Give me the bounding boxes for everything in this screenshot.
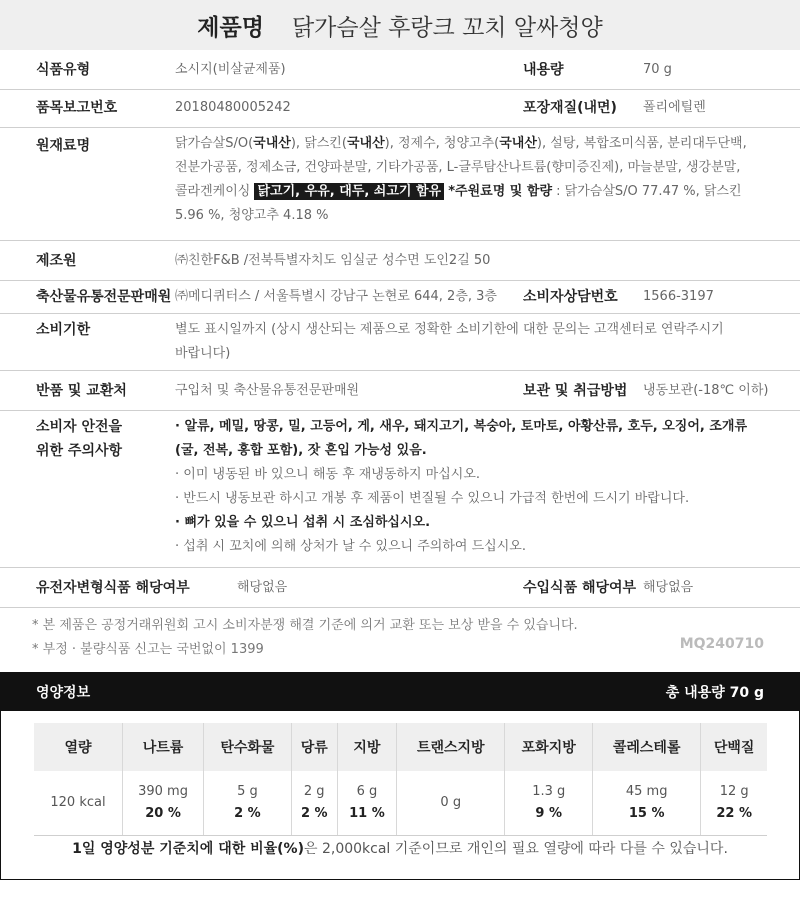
seller-key: 축산물유통전문판매원 bbox=[36, 289, 172, 305]
nutrient-percent: 15 % bbox=[628, 806, 665, 821]
nutrient-header: 트랜스지방 bbox=[397, 723, 505, 771]
nutrient-header: 단백질 bbox=[701, 723, 767, 771]
note-report: * 부정 · 불량식품 신고는 국번없이 1399 bbox=[32, 642, 264, 657]
nutrient-amount: 6 g bbox=[356, 784, 378, 799]
ing-text: ), 설탕, 복합조미식품, 분리대두단백, 전분가공품, 정제소금, 건양파분말, 기타가공품, L-글루탐산나트륨(향미증진제), 마늘분말, 생강분말, 콜라겐케이싱 bbox=[175, 136, 747, 199]
storage-value: 냉동보관(-18℃ 이하) bbox=[643, 383, 769, 398]
row-return bbox=[0, 371, 800, 411]
nutrient-cell bbox=[701, 771, 767, 836]
gmo-key: 유전자변형식품 해당여부 bbox=[36, 580, 190, 596]
allergen-highlight: 닭고기, 우유, 대두, 쇠고기 함유 bbox=[254, 183, 444, 200]
row-report bbox=[0, 90, 800, 128]
caution-item: · 뼈가 있을 수 있으니 섭취 시 조심하십시오. bbox=[175, 515, 431, 530]
row-seller bbox=[0, 281, 800, 314]
ing-text: 닭가슴살S/O( bbox=[175, 136, 254, 151]
nutrient-cell bbox=[397, 771, 505, 836]
footer-text: 은 2,000kcal 기준이므로 개인의 필요 열량에 따라 다를 수 있습니다. bbox=[303, 841, 728, 857]
nutrition-value-row bbox=[34, 771, 767, 836]
cs-key: 소비자상담번호 bbox=[523, 289, 618, 305]
nutrient-amount: 1.3 g bbox=[532, 784, 566, 799]
nutrient-percent: 2 % bbox=[300, 806, 328, 821]
nutrient-percent: 2 % bbox=[234, 806, 261, 821]
report-value: 20180480005242 bbox=[175, 100, 291, 115]
footer-bold: 1일 영양성분 기준치에 대한 비율(%) bbox=[72, 841, 304, 857]
caution-key bbox=[36, 415, 122, 463]
maker-value: ㈜친한F&B /전북특별자치도 임실군 성수면 도인2길 50 bbox=[175, 253, 491, 268]
row-expiry bbox=[0, 314, 800, 371]
nutrient-cell bbox=[204, 771, 292, 836]
food-type-key: 식품유형 bbox=[36, 62, 91, 78]
caution-list bbox=[175, 415, 755, 559]
ing-origin: 국내산 bbox=[346, 136, 385, 151]
volume-key: 내용량 bbox=[523, 62, 564, 78]
volume-value: 70 g bbox=[643, 62, 672, 77]
food-type-value: 소시지(비살균제품) bbox=[175, 62, 286, 77]
report-key: 품목보고번호 bbox=[36, 100, 118, 116]
nutrient-cell bbox=[123, 771, 204, 836]
return-value: 구입처 및 축산물유통전문판매원 bbox=[175, 383, 360, 398]
product-code: MQ240710 bbox=[679, 636, 764, 652]
caution-key-line: 위한 주의사항 bbox=[36, 443, 123, 459]
row-ingredients bbox=[0, 128, 800, 241]
import-value: 해당없음 bbox=[643, 580, 694, 595]
nutrient-cell bbox=[593, 771, 701, 836]
note-exchange: * 본 제품은 공정거래위원회 고시 소비자분쟁 해결 기준에 의거 교환 또는 보상 받을 수 있습니다. bbox=[32, 618, 578, 633]
pack-value: 폴리에틸렌 bbox=[643, 100, 706, 115]
ing-text: ), 닭스킨( bbox=[290, 136, 347, 151]
nutrition-footer bbox=[0, 838, 800, 858]
ingredients-value bbox=[175, 132, 750, 228]
product-name-value: 닭가슴살 후랑크 꼬치 알싸청양 bbox=[291, 14, 603, 41]
product-title-bar bbox=[0, 0, 800, 50]
nutrient-header: 열량 bbox=[34, 723, 123, 771]
ing-origin: 국내산 bbox=[253, 136, 291, 151]
nutrition-table bbox=[34, 723, 767, 836]
nutrient-header: 지방 bbox=[337, 723, 396, 771]
caution-item: · 알류, 메밀, 땅콩, 밀, 고등어, 게, 새우, 돼지고기, 복숭아, 토마토, 아황산류, 호두, 오징어, 조개류(굴, 전복, 홍합 포함), 잣 혼입 가능성 있음. bbox=[175, 419, 748, 458]
cs-value: 1566-3197 bbox=[643, 289, 714, 304]
caution-item: · 이미 냉동된 바 있으니 해동 후 재냉동하지 마십시오. bbox=[175, 467, 481, 482]
nutrient-cell bbox=[291, 771, 337, 836]
caution-item: · 반드시 냉동보관 하시고 개봉 후 제품이 변질될 수 있으니 가급적 한번에 드시기 바랍니다. bbox=[175, 491, 690, 506]
return-key: 반품 및 교환처 bbox=[36, 383, 127, 399]
nutrient-percent: 22 % bbox=[716, 806, 752, 821]
expiry-value: 별도 표시일까지 (상시 생산되는 제품으로 정확한 소비기한에 대한 문의는 고객센터로 연락주시기 바랍니다) bbox=[175, 322, 724, 361]
nutrient-cell bbox=[505, 771, 593, 836]
nutrition-header bbox=[0, 672, 800, 710]
nutrient-cell bbox=[337, 771, 396, 836]
nutrient-header: 탄수화물 bbox=[204, 723, 292, 771]
main-ingredient-value: : 닭가슴살S/O 77.47 %, 닭스킨 5.96 %, 청양고추 4.18 % bbox=[175, 184, 742, 223]
row-maker bbox=[0, 241, 800, 281]
nutrition-title: 영양정보 bbox=[36, 685, 91, 701]
nutrient-amount: 0 g bbox=[440, 795, 462, 810]
row-food-type bbox=[0, 50, 800, 90]
caution-item: · 섭취 시 꼬치에 의해 상처가 날 수 있으니 주의하여 드십시오. bbox=[175, 539, 526, 554]
nutrition-header-row bbox=[34, 723, 767, 771]
nutrient-header: 포화지방 bbox=[505, 723, 593, 771]
nutrient-percent: 9 % bbox=[535, 806, 563, 821]
nutrient-header: 당류 bbox=[291, 723, 337, 771]
nutrient-amount: 5 g bbox=[237, 784, 258, 799]
import-key: 수입식품 해당여부 bbox=[523, 580, 637, 596]
nutrient-amount: 120 kcal bbox=[50, 795, 106, 810]
nutrient-amount: 2 g bbox=[303, 784, 325, 799]
nutrient-percent: 20 % bbox=[145, 806, 181, 821]
product-name-label: 제품명 bbox=[197, 14, 264, 41]
seller-value: ㈜메디퀴터스 / 서울특별시 강남구 논현로 644, 2층, 3층 bbox=[175, 289, 497, 304]
nutrient-header: 콜레스테롤 bbox=[593, 723, 701, 771]
maker-key: 제조원 bbox=[36, 253, 77, 269]
gmo-value: 해당없음 bbox=[237, 580, 288, 595]
nutrient-header: 나트륨 bbox=[123, 723, 204, 771]
storage-key: 보관 및 취급방법 bbox=[523, 383, 628, 399]
pack-key: 포장재질(내면) bbox=[523, 100, 617, 116]
ing-origin: 국내산 bbox=[499, 136, 537, 151]
nutrition-total: 총 내용량 70 g bbox=[665, 685, 764, 701]
main-ingredient-label: *주원료명 및 함량 bbox=[448, 184, 553, 199]
ingredients-key: 원재료명 bbox=[36, 138, 91, 154]
row-caution bbox=[0, 411, 800, 568]
expiry-key: 소비기한 bbox=[36, 322, 91, 338]
nutrient-amount: 45 mg bbox=[625, 784, 668, 799]
ing-text: ), 정제수, 청양고추( bbox=[384, 136, 500, 151]
row-gmo bbox=[0, 568, 800, 608]
nutrient-amount: 390 mg bbox=[138, 784, 188, 799]
nutrient-percent: 11 % bbox=[349, 806, 385, 821]
caution-key-line: 소비자 안전을 bbox=[36, 419, 123, 435]
nutrient-amount: 12 g bbox=[719, 784, 749, 799]
nutrient-cell bbox=[34, 771, 123, 836]
